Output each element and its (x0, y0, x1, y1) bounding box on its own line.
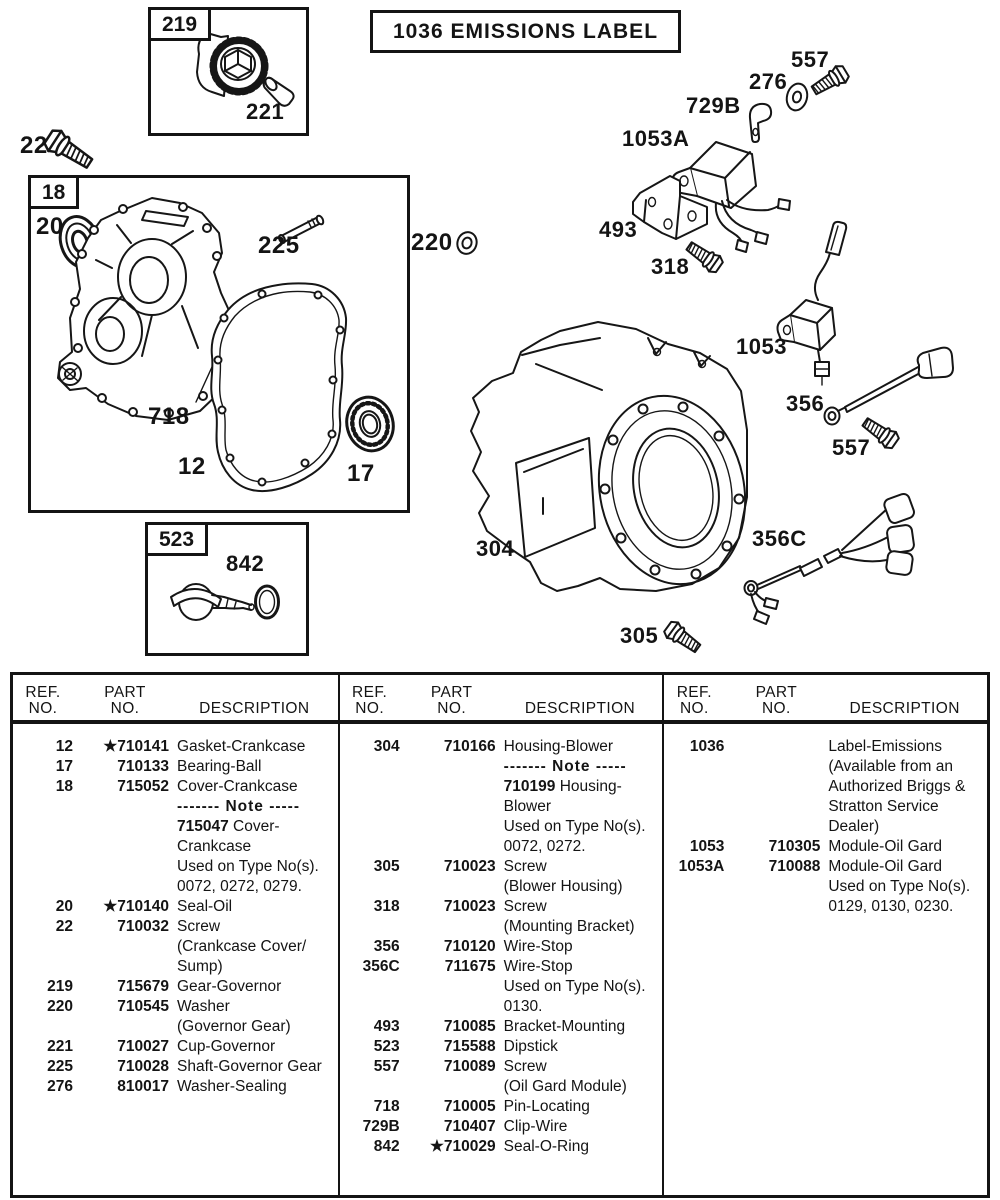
table-line: 715047 Cover- (177, 818, 280, 835)
inset-box-gear (148, 7, 309, 136)
callout-842: 842 (226, 551, 265, 576)
table-line: 557 710089 Screw (373, 1058, 547, 1075)
header-part: PART NO. (755, 684, 798, 717)
table-line: 0072, 0272, 0279. (177, 878, 302, 895)
header-description: DESCRIPTION (524, 700, 636, 717)
table-line: 20 ★710140 Seal-Oil (55, 898, 233, 915)
callout-356: 356 (786, 391, 825, 416)
table-line: 12 ★710141 Gasket-Crankcase (55, 738, 306, 755)
callout-729B: 729B (686, 93, 741, 118)
table-line: Stratton Service (828, 798, 939, 815)
wire-stop-harness-art (745, 492, 916, 624)
header-description: DESCRIPTION (849, 700, 960, 717)
oil-gard-module-a-art (673, 142, 790, 252)
wire-stop-art (825, 348, 954, 425)
parts-rows-3 (664, 724, 987, 917)
sealing-washer-art (784, 81, 810, 112)
callout-220: 220 (411, 229, 453, 256)
bracket-screw-art (684, 238, 725, 275)
table-line: Sump) (177, 958, 223, 975)
table-line: 304 710166 Housing-Blower (373, 738, 614, 755)
header-ref: REF. NO. (25, 684, 61, 717)
governor-washer-art (455, 230, 480, 257)
callout-304: 304 (476, 536, 515, 561)
table-line: 1053A 710088 Module-Oil Gard (678, 858, 943, 875)
table-line: 221 710027 Cup-Governor (47, 1038, 276, 1055)
parts-rows-2 (340, 724, 663, 1157)
table-line: Authorized Briggs & (828, 778, 966, 795)
parts-header-2 (340, 675, 663, 724)
table-line: 220 710545 Washer (47, 998, 230, 1015)
table-line: Used on Type No(s). (177, 858, 319, 875)
callout-225: 225 (258, 232, 300, 259)
parts-column-3 (662, 675, 987, 1195)
table-line: (Governor Gear) (177, 1018, 291, 1035)
table-line: ------- Note ----- (177, 798, 300, 815)
table-line: 356C 711675 Wire-Stop (362, 958, 573, 975)
table-line: (Oil Gard Module) (503, 1078, 627, 1095)
table-line: 22 710032 Screw (55, 918, 221, 935)
table-line: 356 710120 Wire-Stop (373, 938, 573, 955)
header-part: PART NO. (104, 684, 146, 717)
callout-221: 221 (246, 99, 285, 124)
table-line: (Mounting Bracket) (503, 918, 635, 935)
inset-box-dipstick-label: 523 (145, 522, 208, 556)
emissions-label-title-box (370, 10, 681, 53)
parts-table (10, 672, 990, 1198)
table-line: 0130. (503, 998, 543, 1015)
wire-clip-art (750, 104, 771, 142)
parts-column-2 (338, 675, 663, 1195)
table-line: Blower (503, 798, 552, 815)
table-line: 523 715588 Dipstick (373, 1038, 558, 1055)
header-part: PART NO. (430, 684, 473, 717)
callout-22: 22 (20, 132, 48, 159)
parts-header-1 (13, 675, 338, 724)
blower-screw-art (662, 619, 703, 656)
header-ref: REF. NO. (352, 684, 388, 717)
table-line: 493 710085 Bracket-Mounting (373, 1018, 626, 1035)
callout-318: 318 (651, 254, 690, 279)
table-line: 276 810017 Washer-Sealing (47, 1078, 287, 1095)
table-line: Crankcase (177, 838, 252, 855)
callout-557-top: 557 (791, 47, 830, 72)
callout-1053A: 1053A (622, 126, 690, 151)
table-line: 0129, 0130, 0230. (828, 898, 954, 915)
table-line: Dealer) (828, 818, 880, 835)
table-line: (Crankcase Cover/ (177, 938, 307, 955)
callout-1053: 1053 (736, 334, 787, 359)
table-line: Used on Type No(s). (828, 878, 971, 895)
table-line: 729B 710407 Clip-Wire (362, 1118, 568, 1135)
table-line: 305 710023 Screw (373, 858, 547, 875)
inset-box-dipstick (145, 522, 309, 656)
callout-493: 493 (599, 217, 638, 242)
callout-305: 305 (620, 623, 659, 648)
table-line: Used on Type No(s). (503, 818, 646, 835)
table-line: (Blower Housing) (503, 878, 623, 895)
callout-557-mid: 557 (832, 435, 871, 460)
table-line: Used on Type No(s). (503, 978, 646, 995)
callout-17: 17 (347, 460, 375, 487)
callout-276: 276 (749, 69, 788, 94)
emissions-label-title: 1036 EMISSIONS LABEL (392, 19, 659, 43)
table-line: 18 715052 Cover-Crankcase (55, 778, 298, 795)
header-description: DESCRIPTION (199, 700, 310, 717)
table-line: 225 710028 Shaft-Governor Gear (47, 1058, 322, 1075)
table-line: (Available from an (828, 758, 953, 775)
inset-box-crankcase-label: 18 (28, 175, 79, 209)
table-line: 17 710133 Bearing-Ball (55, 758, 262, 775)
inset-box-gear-label: 219 (148, 7, 211, 41)
callout-12: 12 (178, 453, 206, 480)
table-line: 1036 Label-Emissions (689, 738, 943, 755)
callout-356C: 356C (752, 526, 807, 551)
table-line: 842 ★710029 Seal-O-Ring (373, 1138, 589, 1155)
table-line: 718 710005 Pin-Locating (373, 1098, 590, 1115)
parts-rows-1 (13, 724, 338, 1097)
blower-housing-art (471, 322, 762, 598)
table-line: 0072, 0272. (503, 838, 586, 855)
callout-718: 718 (148, 403, 190, 430)
table-line: 1053 710305 Module-Oil Gard (689, 838, 943, 855)
table-line: 219 715679 Gear-Governor (47, 978, 282, 995)
table-line: ------- Note ----- (503, 758, 627, 775)
oil-gard-module-art (778, 222, 847, 385)
header-ref: REF. NO. (676, 684, 712, 717)
callout-20: 20 (36, 213, 64, 240)
parts-column-1 (13, 675, 338, 1195)
table-line: 710199 Housing- (503, 778, 622, 795)
table-line: 318 710023 Screw (373, 898, 547, 915)
crankcase-screw-art (42, 127, 96, 173)
parts-header-3 (664, 675, 987, 724)
